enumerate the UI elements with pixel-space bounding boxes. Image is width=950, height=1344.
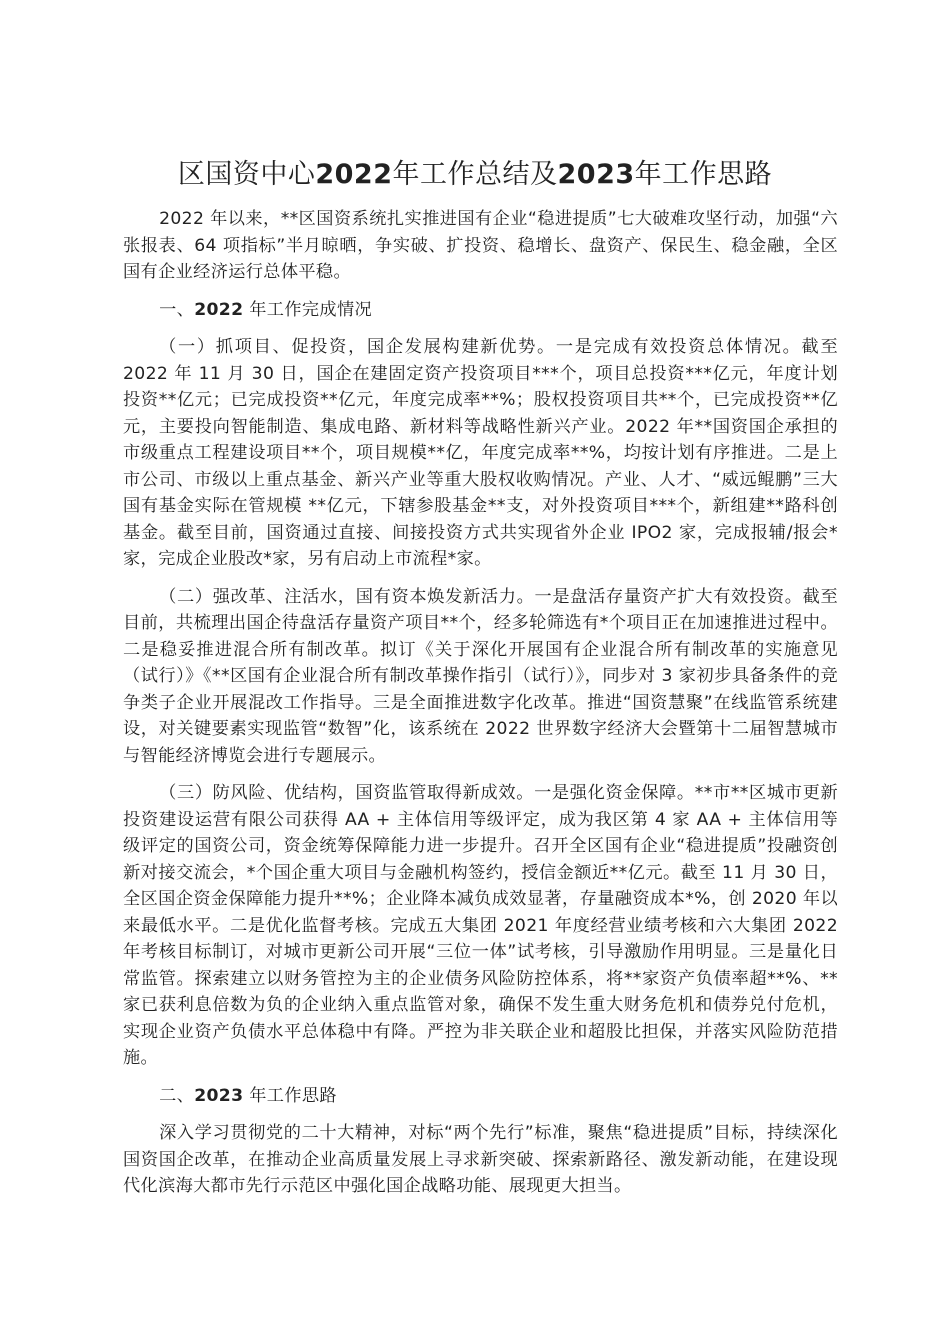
section-heading-2 — [123, 1083, 838, 1110]
document-title — [0, 155, 950, 195]
section-1-year: 2022 — [194, 299, 244, 320]
paragraph-investment: （一）抓项目、促投资，国企发展构建新优势。一是完成有效投资总体情况。截至 2022 年 11 月 30 日，国企在建固定资产投资项目***个，项目总投资***亿元，年度计划投资**亿元；已完成投资**亿元，年度完成率**%；股权投资项目共**个，已完成投资**亿元，主要投向智能制造、集成电路、新材料等战略性新兴产业。2022 年**国资国企承担的市级重点工程建设项目**个，项目规模**亿，年度完成率**%，均按计划有序推进。二是上市公司、市级以上重点基金、新兴产业等重大股权收购情况。产业、人才、“威远鲲鹏”三大国有基金实际在管规模 **亿元，下辖参股基金**支，对外投资项目***个，新组建**路科创基金。截至目前，国资通过直接、间接投资方式共实现省外企业 IPO2 家，完成报辅/报会*家，完成企业股改*家，另有启动上市流程*家。 — [123, 337, 838, 569]
section-1-suffix: 年工作完成情况 — [243, 299, 373, 320]
title-suffix: 年工作思路 — [634, 159, 773, 190]
document-body — [123, 206, 838, 1211]
paragraph-reform: （二）强改革、注活水，国有资本焕发新活力。一是盘活存量资产扩大有效投资。截至目前，共梳理出国企待盘活存量资产项目**个，经多轮筛选有*个项目正在加速推进过程中。二是稳妥推进混合所有制改革。拟订《关于深化开展国有企业混合所有制改革的实施意见（试行）》《**区国有企业混合所有制改革操作指引（试行）》，同步对 3 家初步具备条件的竞争类子企业开展混改工作指导。三是全面推进数字化改革。推进“国资慧聚”在线监管系统建设，对关键要素实现监管“数智”化，该系统在 2022 世界数字经济大会暨第十二届智慧城市与智能经济博览会进行专题展示。 — [123, 586, 838, 766]
title-prefix: 区国资中心 — [177, 159, 316, 190]
section-1-prefix: 一、 — [159, 299, 195, 320]
section-2-prefix: 二、 — [159, 1085, 195, 1106]
paragraph-plan: 深入学习贯彻党的二十大精神，对标“两个先行”标准，聚焦“稳进提质”目标，持续深化国资国企改革，在推动企业高质量发展上寻求新突破、探索新路径、激发新动能，在建设现代化滨海大都市先行示范区中强化国企战略功能、展现更大担当。 — [123, 1123, 838, 1196]
section-heading-1 — [123, 297, 838, 324]
section-2-suffix: 年工作思路 — [243, 1085, 337, 1106]
title-mid: 年工作总结及 — [392, 159, 558, 190]
paragraph-risk: （三）防风险、优结构，国资监管取得新成效。一是强化资金保障。**市**区城市更新投资建设运营有限公司获得 AA + 主体信用等级评定，成为我区第 4 家 AA + 主体信用等级评定的国资公司，资金统筹保障能力进一步提升。召开全区国有企业“稳进提质”投融资创新对接交流会，*个国企重大项目与金融机构签约，授信金额近**亿元。截至 11 月 30 日，全区国企资金保障能力提升**%；企业降本减负成效显著，存量融资成本*%，创 2020 年以来最低水平。二是优化监督考核。完成五大集团 2021 年度经营业绩考核和六大集团 2022 年考核目标制订，对城市更新公司开展“三位一体”试考核，引导激励作用明显。三是量化日常监管。探索建立以财务管控为主的企业债务风险防控体系，将**家资产负债率超**%、**家已获利息倍数为负的企业纳入重点监管对象，确保不发生重大财务危机和债券兑付危机，实现企业资产负债水平总体稳中有降。严控为非关联企业和超股比担保，并落实风险防范措施。 — [123, 783, 838, 1068]
title-year-2023: 2023 — [557, 159, 635, 190]
section-2-year: 2023 — [194, 1085, 244, 1106]
title-year-2022: 2022 — [315, 159, 393, 190]
intro-paragraph: 2022 年以来，**区国资系统扎实推进国有企业“稳进提质”七大破难攻坚行动，加强“六张报表、64 项指标”半月晾晒，争实破、扩投资、稳增长、盘资产、保民生、稳金融，全区国有企业经济运行总体平稳。 — [123, 209, 838, 282]
